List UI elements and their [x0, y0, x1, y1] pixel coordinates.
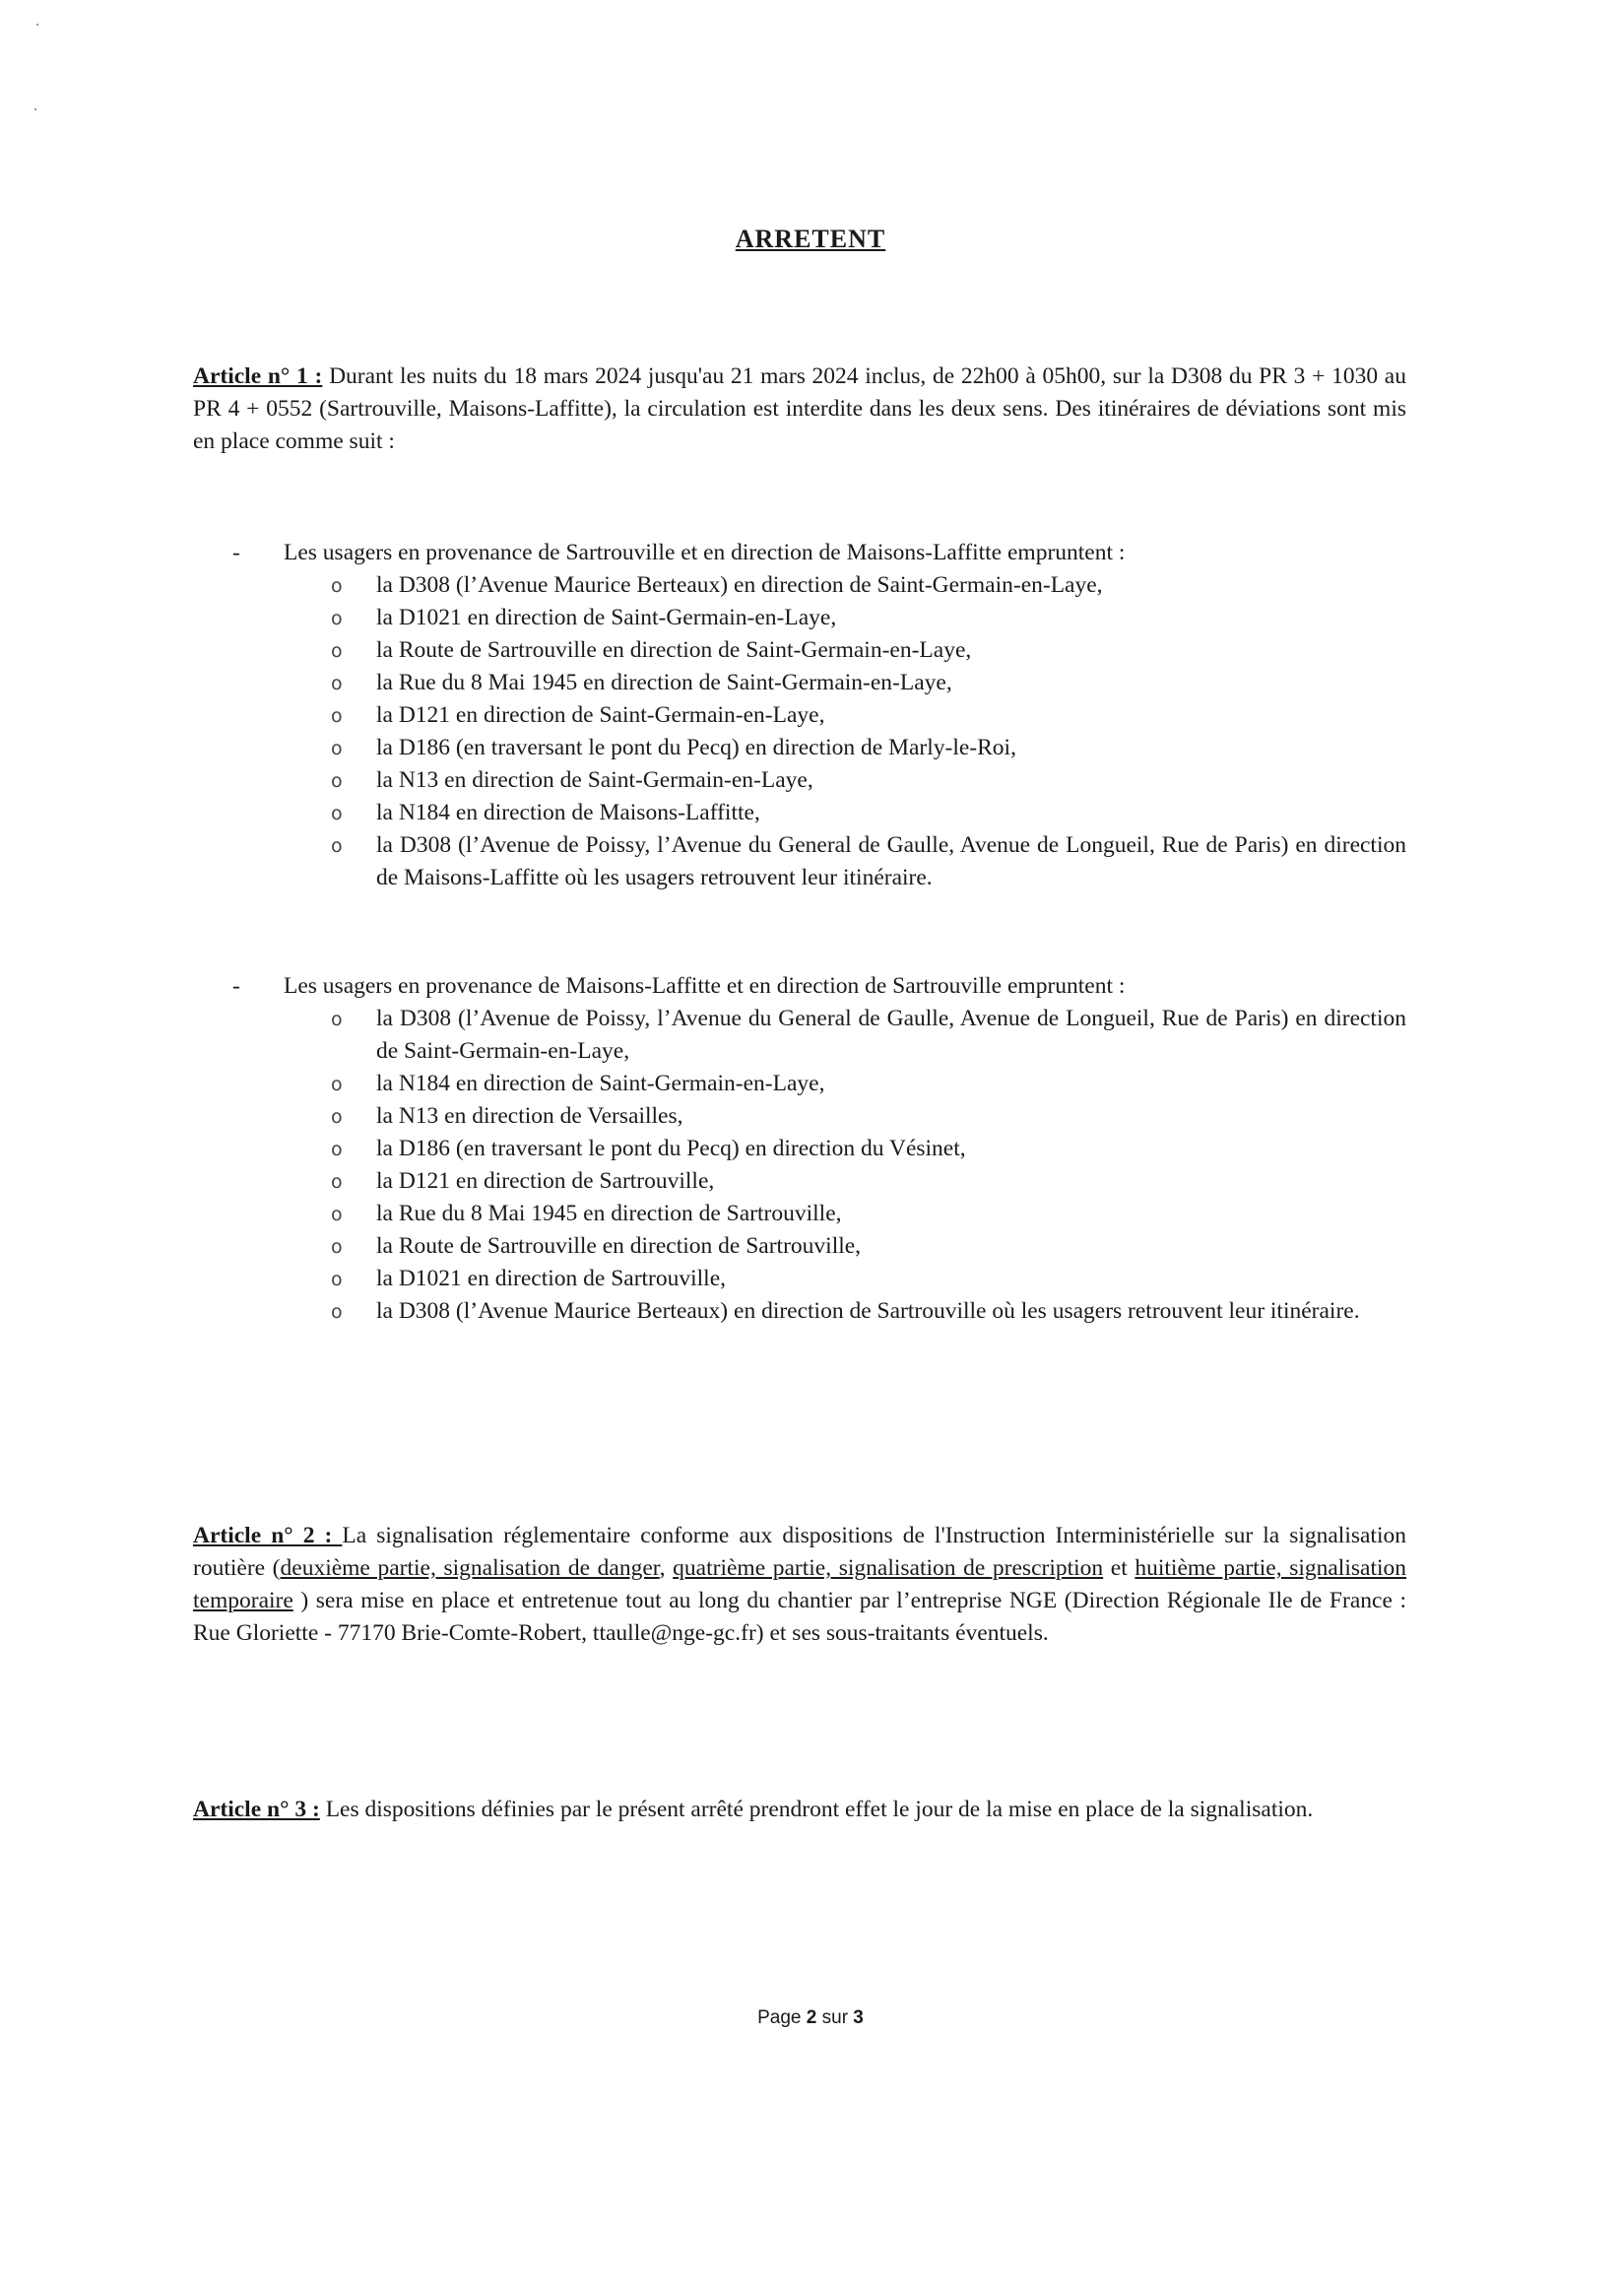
- circle-bullet-icon: o: [331, 1106, 343, 1128]
- document-title: ARRETENT: [735, 225, 886, 253]
- list-item-text: la Route de Sartrouville en direction de Saint-Germain-en-Laye,: [376, 637, 972, 663]
- article-1: [193, 361, 1406, 458]
- deviation-list-1: [232, 569, 1414, 894]
- circle-bullet-icon: o: [331, 1236, 343, 1258]
- deviation-group-2: [232, 970, 1414, 1328]
- circle-bullet-icon: o: [331, 835, 343, 857]
- list-item-text: la D308 (l’Avenue Maurice Berteaux) en direction de Saint-Germain-en-Laye,: [376, 572, 1103, 598]
- list-item: [232, 797, 1406, 829]
- circle-bullet-icon: o: [331, 1009, 343, 1030]
- list-item: [232, 732, 1406, 764]
- list-item-text: la D121 en direction de Sartrouville,: [376, 1168, 715, 1194]
- article-3-label: Article n° 3 :: [193, 1797, 320, 1822]
- reference-link-prescription: quatrième partie, signalisation de prescription: [673, 1555, 1104, 1581]
- circle-bullet-icon: o: [331, 803, 343, 824]
- deviation-list-2: [232, 1003, 1414, 1328]
- deviation-group-1: [232, 537, 1414, 894]
- list-item-text: la D308 (l’Avenue de Poissy, l’Avenue du General de Gaulle, Avenue de Longueil, Rue de Paris) en direction de Saint-Germain-en-Laye,: [376, 1006, 1406, 1064]
- list-item: [232, 699, 1406, 732]
- page-middle: sur: [816, 2007, 854, 2028]
- scan-speck: [36, 24, 38, 26]
- page-footer: [0, 2007, 1621, 2029]
- list-item: [232, 1068, 1406, 1100]
- article-2-text-b: ) sera mise en place et entretenue tout au long du chantier par l’entreprise NGE (Direction Régionale Ile de France : Rue Gloriette - 77170 Brie-Comte-Robert, ttaulle@nge-gc.fr) et ses sous-traitants éventuels.: [193, 1588, 1406, 1646]
- list-item: [232, 1263, 1406, 1295]
- list-item: [232, 1198, 1406, 1230]
- circle-bullet-icon: o: [331, 673, 343, 694]
- page-prefix: Page: [757, 2007, 807, 2028]
- article-2-sep-2: et: [1103, 1555, 1135, 1581]
- article-2-label: Article n° 2 :: [193, 1523, 343, 1548]
- circle-bullet-icon: o: [331, 1269, 343, 1290]
- list-item-text: la D1021 en direction de Sartrouville,: [376, 1266, 727, 1291]
- group-heading-text: Les usagers en provenance de Sartrouville et en direction de Maisons-Laffitte empruntent :: [284, 540, 1126, 565]
- dash-marker: -: [232, 540, 240, 565]
- page-current-number: 2: [806, 2007, 817, 2028]
- list-item-text: la Route de Sartrouville en direction de Sartrouville,: [376, 1233, 862, 1259]
- list-item-text: la D186 (en traversant le pont du Pecq) en direction du Vésinet,: [376, 1136, 966, 1161]
- list-item: [232, 1133, 1406, 1165]
- list-item-text: la N184 en direction de Saint-Germain-en-Laye,: [376, 1071, 825, 1096]
- list-item-text: la Rue du 8 Mai 1945 en direction de Saint-Germain-en-Laye,: [376, 670, 952, 695]
- circle-bullet-icon: o: [331, 575, 343, 597]
- list-item-text: la D308 (l’Avenue de Poissy, l’Avenue du General de Gaulle, Avenue de Longueil, Rue de Paris) en direction de Maisons-Laffitte où les usagers retrouvent leur itinéraire.: [376, 832, 1406, 890]
- list-item: [232, 764, 1406, 797]
- circle-bullet-icon: o: [331, 738, 343, 759]
- list-item: [232, 634, 1406, 667]
- list-item-text: la Rue du 8 Mai 1945 en direction de Sartrouville,: [376, 1201, 842, 1226]
- group-heading-text: Les usagers en provenance de Maisons-Laffitte et en direction de Sartrouville empruntent :: [284, 973, 1126, 999]
- list-item: [232, 1003, 1406, 1068]
- article-2-sep-1: ,: [659, 1555, 674, 1581]
- deviation-group-1-heading: [232, 537, 1414, 569]
- circle-bullet-icon: o: [331, 1171, 343, 1193]
- circle-bullet-icon: o: [331, 1301, 343, 1323]
- circle-bullet-icon: o: [331, 1204, 343, 1225]
- list-item-text: la D121 en direction de Saint-Germain-en-Laye,: [376, 702, 825, 728]
- list-item: [232, 1295, 1406, 1328]
- circle-bullet-icon: o: [331, 608, 343, 629]
- list-item-text: la N13 en direction de Versailles,: [376, 1103, 683, 1129]
- list-item: [232, 602, 1406, 634]
- list-item: [232, 1100, 1406, 1133]
- article-1-label: Article n° 1 :: [193, 363, 323, 389]
- circle-bullet-icon: o: [331, 705, 343, 727]
- list-item: [232, 569, 1406, 602]
- circle-bullet-icon: o: [331, 640, 343, 662]
- list-item: [232, 1165, 1406, 1198]
- page-total-number: 3: [853, 2007, 864, 2028]
- list-item-text: la D186 (en traversant le pont du Pecq) en direction de Marly-le-Roi,: [376, 735, 1016, 760]
- article-3-text: Les dispositions définies par le présent arrêté prendront effet le jour de la mise en place de la signalisation.: [319, 1797, 1314, 1822]
- list-item: [232, 667, 1406, 699]
- circle-bullet-icon: o: [331, 770, 343, 792]
- reference-link-danger: deuxième partie, signalisation de danger: [280, 1555, 660, 1581]
- circle-bullet-icon: o: [331, 1074, 343, 1095]
- article-2: [193, 1520, 1406, 1650]
- deviation-group-2-heading: [232, 970, 1414, 1003]
- list-item-text: la N13 en direction de Saint-Germain-en-Laye,: [376, 767, 813, 793]
- article-1-text: Durant les nuits du 18 mars 2024 jusqu'au 21 mars 2024 inclus, de 22h00 à 05h00, sur la D308 du PR 3 + 1030 au PR 4 + 0552 (Sartrouville, Maisons-Laffitte), la circulation est interdite dans les deux sens. Des itinéraires de déviations sont mis en place comme suit :: [193, 363, 1406, 454]
- list-item-text: la N184 en direction de Maisons-Laffitte,: [376, 800, 760, 825]
- list-item-text: la D1021 en direction de Saint-Germain-en-Laye,: [376, 605, 837, 630]
- dash-marker: -: [232, 973, 240, 999]
- scan-speck: [34, 108, 36, 110]
- article-3: [193, 1794, 1406, 1826]
- list-item: [232, 829, 1406, 894]
- list-item: [232, 1230, 1406, 1263]
- article-2-text-a: La signalisation réglementaire conforme aux dispositions de l'Instruction Interministérielle sur la signalisation routière (: [193, 1523, 1406, 1581]
- reference-link-temporaire: huitième partie, signalisation temporaire: [193, 1555, 1406, 1613]
- list-item-text: la D308 (l’Avenue Maurice Berteaux) en direction de Sartrouville où les usagers retrouvent leur itinéraire.: [376, 1298, 1360, 1324]
- circle-bullet-icon: o: [331, 1139, 343, 1160]
